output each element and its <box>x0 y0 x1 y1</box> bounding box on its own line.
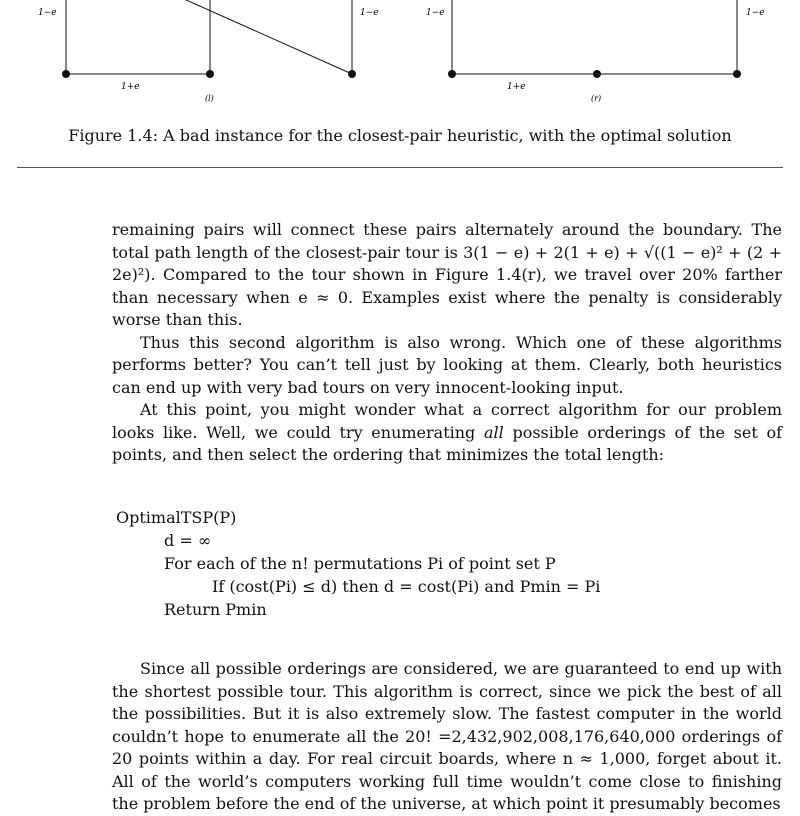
figure-right-panel <box>452 0 737 74</box>
edge-label-right: 1−e <box>360 8 379 18</box>
penalty-sentence: Compared to the tour shown in Figure 1.4(r), we travel over 20% farther than necessary when e ≈ 0. Examples exist where the penalty is considerably worse than this. <box>112 265 782 329</box>
paragraph-correct-algorithm <box>112 399 782 467</box>
point-dot <box>733 70 741 78</box>
algorithm-line: For each of the n! permutations Pi of point set P <box>164 554 556 573</box>
figure-1-4 <box>0 0 800 110</box>
point-dot <box>206 70 214 78</box>
text-run: At this point, you might wonder what a correct algorithm for our problem looks like. Well, we could try enumerating <box>112 400 782 442</box>
panel-label-r: (r) <box>591 94 602 103</box>
point-dot <box>348 70 356 78</box>
algorithm-line: d = ∞ <box>164 531 212 550</box>
body-text <box>112 219 782 467</box>
edge-label-bottom: 1+e <box>121 82 140 92</box>
text-run: possible orderings of the set of points, and then select the ordering that minimizes the total length: <box>112 422 783 464</box>
figure-left-panel <box>66 0 352 74</box>
point-dot <box>593 70 601 78</box>
panel-label-l: (l) <box>205 94 214 103</box>
body-text-continued <box>112 658 782 816</box>
point-dot <box>62 70 70 78</box>
algorithm-block <box>116 506 756 621</box>
horizontal-rule <box>17 167 783 168</box>
paragraph-exhaustive-search: Since all possible orderings are considered, we are guaranteed to end up with the shortest possible tour. This algorithm is correct, since we pick the best of all the possibilities. But it is also extremely slow. The fastest computer in the world couldn’t hope to enumerate all the 20! =2,432,902,008,176,640,000 orderings of 20 points within a day. For real circuit boards, where n ≈ 1,000, forget about it. All of the world’s computers working full time wouldn’t come close to finishing the problem before the end of the universe, at which point it presumably becomes <box>112 659 782 813</box>
edge-label-bottom: 1+e <box>507 82 526 92</box>
edge-label-left: 1−e <box>426 8 445 18</box>
point-dot <box>448 70 456 78</box>
emphasis-all: all <box>483 422 504 442</box>
algorithm-line: Return Pmin <box>164 600 267 619</box>
figure-caption: Figure 1.4: A bad instance for the closest-pair heuristic, with the optimal solution <box>68 126 732 145</box>
paragraph-second-algorithm: Thus this second algorithm is also wrong. Which one of these algorithms performs better? You can’t tell just by looking at them. Clearly, both heuristics can end up with very bad tours on very innocent-looking input. <box>112 332 782 397</box>
paragraph-tour-length <box>112 219 782 332</box>
tour-length-sentence: remaining pairs will connect these pairs alternately around the boundary. The total path length of the closest-pair tour is 3(1 − e) + 2(1 + e) + √((1 − e)² + (2 + 2e)²). <box>112 220 782 284</box>
edge-label-left: 1−e <box>38 8 57 18</box>
algorithm-header: OptimalTSP(P) <box>116 508 237 527</box>
algorithm-line: If (cost(Pi) ≤ d) then d = cost(Pi) and Pmin = Pi <box>212 577 601 596</box>
edge-label-right: 1−e <box>746 8 765 18</box>
